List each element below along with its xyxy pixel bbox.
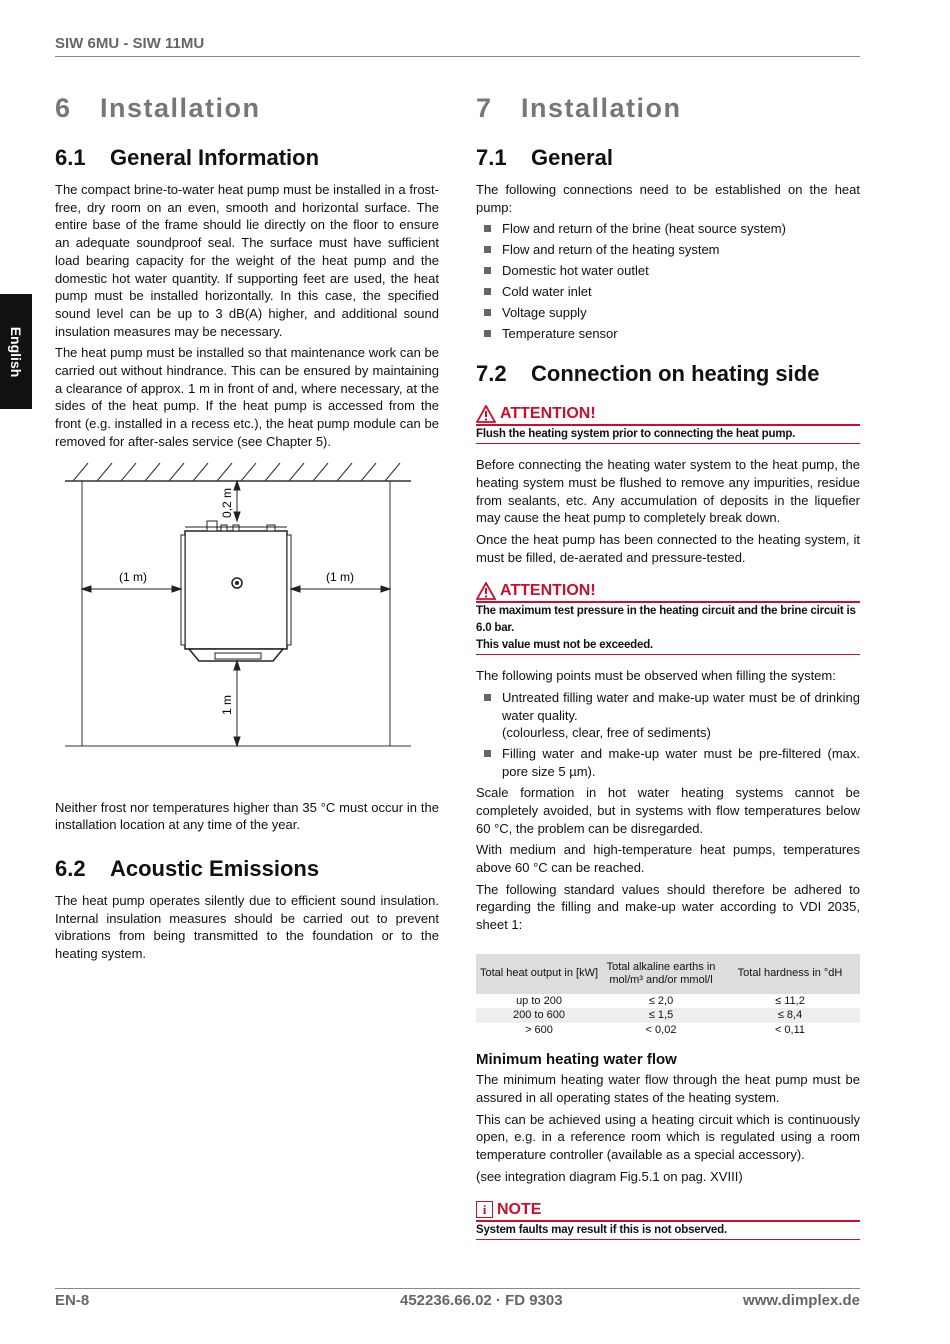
attention-notice-1 [476, 403, 860, 444]
attention-label: ATTENTION! [500, 581, 596, 599]
integration-diagram-reference: (see integration diagram Fig.5.1 on pag. XVIII) [476, 1168, 743, 1184]
connections-list [476, 220, 860, 343]
table-cell: ≤ 2,0 [648, 994, 674, 1007]
list-item: Flow and return of the brine (heat source system) [476, 220, 860, 238]
filling-paragraph: Once the heat pump has been connected to the heating system, it must be filled, de-aerated and pressure-tested. [476, 531, 860, 565]
minimum-flow-paragraph-1: The minimum heating water flow through the heat pump must be assured in all operating states of the heating system. [476, 1072, 860, 1105]
chapter-6-heading: 6 Installation [55, 93, 261, 123]
table-cell: ≤ 1,5 [602, 1008, 720, 1023]
footer-rule [55, 1288, 860, 1289]
table-header-row [476, 954, 860, 994]
language-tab-label: English [8, 326, 24, 377]
section-7-1-intro: The following connections need to be established on the heat pump: [476, 182, 860, 215]
table-row [476, 994, 860, 1009]
section-6-1-heading: 6.1 General Information [55, 145, 320, 170]
table-cell: < 0,02 [645, 1023, 677, 1036]
installation-clearance-diagram [55, 461, 439, 781]
filling-points-intro: The following points must be observed when filling the system: [476, 668, 836, 684]
vdi-paragraph: The following standard values should therefore be adhered to regarding the filling and make-up water according to VDI 2035, sheet 1: [476, 881, 860, 933]
section-6-1-paragraph-1: The compact brine-to-water heat pump must be installed in a frost-free, dry room on an even, smooth and horizontal surface. The entire base of the frame should lie directly on the floor to ensure an adequate soundproof seal. The surface must have sufficient load bearing capacity for the weight of the heat pump and the domestic hot water quantity. If supporting feet are used, the heat pump must be installed horizontally. In this case, the specified sound level can be up to 3 dB(A) higher, and additional sound insulation measures may be necessary. [55, 182, 439, 339]
water-hardness-table [476, 954, 860, 1038]
left-column [55, 83, 439, 967]
table-cell: 200 to 600 [476, 1008, 602, 1023]
section-6-2-heading: 6.2 Acoustic Emissions [55, 855, 320, 881]
table-cell: > 600 [525, 1023, 553, 1036]
front-clearance-label: 1 m [220, 694, 234, 715]
warning-triangle-icon [476, 405, 496, 423]
minimum-flow-heading: Minimum heating water flow [476, 1051, 677, 1069]
scale-paragraph: Scale formation in hot water heating systems cannot be completely avoided, but in systems with flow temperatures below 60 °C, the problem can be disregarded. [476, 785, 860, 836]
info-icon: i [476, 1201, 493, 1218]
table-row [476, 1008, 860, 1023]
table-cell: ≤ 11,2 [775, 994, 805, 1007]
language-tab [0, 294, 32, 409]
temperature-paragraph: With medium and high-temperature heat pumps, temperatures above 60 °C can be reached. [476, 842, 860, 875]
table-row [476, 1023, 860, 1038]
footer-document-number: 452236.66.02 · FD 9303 [400, 1292, 563, 1309]
chapter-7-heading: 7 Installation [476, 93, 682, 123]
list-item: Cold water inlet [476, 283, 860, 301]
attention-text-line-2: This value must not be exceeded. [476, 639, 654, 652]
list-item: Filling water and make-up water must be pre-filtered (max. pore size 5 µm). [476, 745, 860, 780]
section-7-1-heading: 7.1 General [476, 145, 613, 170]
attention-text-line-1: The maximum test pressure in the heating circuit and the brine circuit is 6.0 bar. [476, 605, 856, 635]
warning-triangle-icon [476, 582, 496, 600]
left-clearance-label: (1 m) [119, 569, 147, 584]
flushing-paragraph: Before connecting the heating water system to the heat pump, the heating system must be flushed to remove any impurities, residue from sealants, etc. Any accumulation of deposits in the liquefier may cause the heat pump to completely break down. [476, 457, 860, 526]
footer-page-number: EN-8 [55, 1292, 90, 1309]
attention-text: Flush the heating system prior to connecting the heat pump. [476, 428, 796, 441]
table-header-cell: Total heat output in [kW] [476, 954, 602, 994]
filling-list [476, 689, 860, 781]
top-clearance-label: 0,2 m [220, 487, 234, 518]
note-notice [476, 1199, 860, 1240]
minimum-flow-paragraph-2: This can be achieved using a heating circuit which is continuously open, e.g. in a reference room which is regulated using a room temperature controller (available as a special accessory). [476, 1111, 860, 1163]
note-label: NOTE [497, 1200, 542, 1218]
table-cell: up to 200 [516, 994, 562, 1007]
list-item: Voltage supply [476, 304, 860, 322]
right-column [476, 83, 860, 1240]
list-item: Temperature sensor [476, 325, 860, 343]
table-cell: < 0,11 [774, 1023, 806, 1036]
section-6-1-paragraph-2: The heat pump must be installed so that maintenance work can be carried out without hindrance. This can be ensured by maintaining a clearance of approx. 1 m in front of and, where necessary, at the sides of the heat pump. If the heat pump is accessed from the front (e.g. installed in a recess etc.), the heat pump module can be removed for after-sales service (see Chapter 5). [55, 345, 439, 449]
frost-paragraph: Neither frost nor temperatures higher than 35 °C must occur in the installation location at any time of the year. [55, 799, 439, 833]
table-header-cell: Total alkaline earths in mol/m³ and/or mmol/l [602, 954, 720, 994]
table-header-cell: Total hardness in °dH [720, 954, 860, 994]
list-item: Flow and return of the heating system [476, 241, 860, 259]
header-title: SIW 6MU - SIW 11MU [55, 35, 205, 52]
table-cell: ≤ 8,4 [720, 1008, 860, 1023]
attention-label: ATTENTION! [500, 404, 596, 422]
right-clearance-label: (1 m) [326, 569, 354, 584]
section-6-2-paragraph: The heat pump operates silently due to efficient sound insulation. Internal insulation measures should be carried out to prevent vibrations from being transmitted to the foundation or to the heating system. [55, 892, 439, 962]
section-7-2-heading: 7.2 Connection on heating side [476, 361, 820, 387]
note-text: System faults may result if this is not observed. [476, 1224, 727, 1237]
header-rule [55, 56, 860, 57]
attention-notice-2 [476, 580, 860, 655]
footer-website-link[interactable]: www.dimplex.de [743, 1292, 860, 1309]
list-item: Domestic hot water outlet [476, 262, 860, 280]
list-item: Untreated filling water and make-up water must be of drinking water quality. (colourless, clear, free of sediments) [476, 689, 860, 742]
